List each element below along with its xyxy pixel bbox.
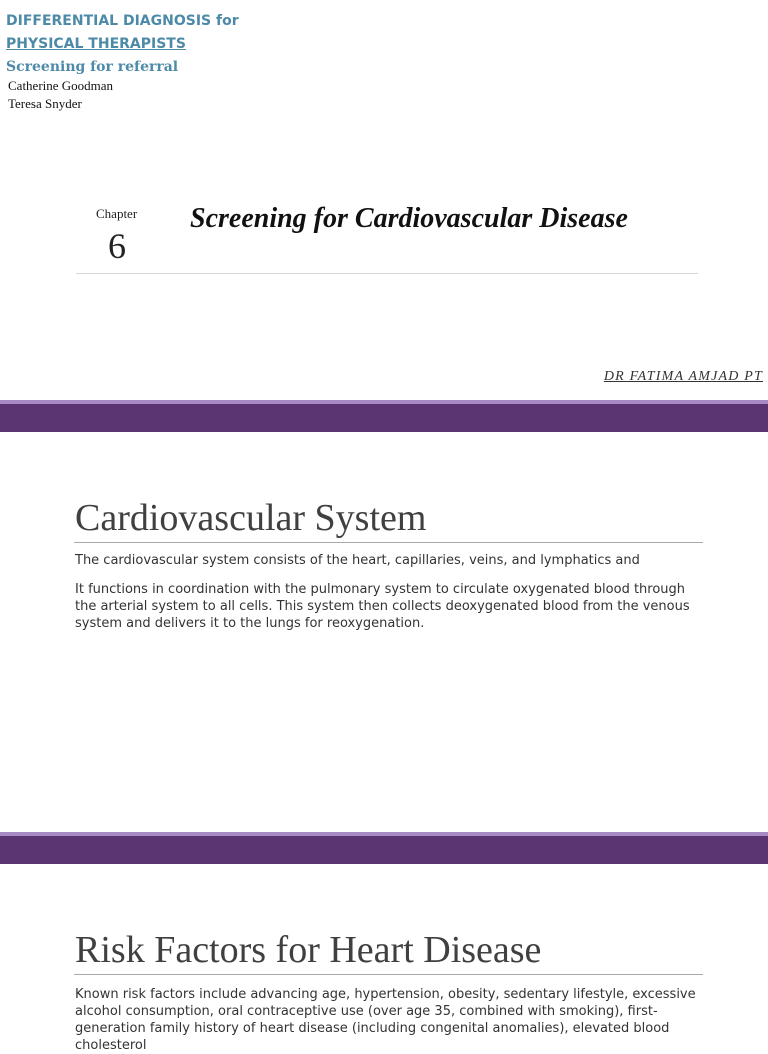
book-title-line-1: DIFFERENTIAL DIAGNOSIS for	[6, 13, 239, 29]
slide-title: Cardiovascular System	[75, 497, 427, 539]
author-name: Teresa Snyder	[8, 96, 82, 111]
slide-title: Risk Factors for Heart Disease	[75, 929, 542, 971]
chapter-title: Screening for Cardiovascular Disease	[190, 203, 628, 234]
cardiovascular-system-slide	[0, 432, 768, 832]
slide-separator-band	[0, 400, 768, 432]
chapter-divider	[76, 273, 698, 274]
book-subtitle: Screening for referral	[6, 59, 179, 75]
body-paragraph: Known risk factors include advancing age, hypertension, obesity, sedentary lifestyle, excessive alcohol consumption, oral contraceptive use (over age 35, combined with smoking), first-generation family history of heart disease (including congenital anomalies), elevated blood cholesterol	[75, 987, 696, 1053]
author-name: Catherine Goodman	[8, 78, 114, 93]
chapter-label: Chapter	[96, 206, 138, 221]
presenter-signature: DR FATIMA AMJAD PT	[603, 369, 763, 384]
title-underline	[74, 974, 703, 975]
book-title-line-2[interactable]: PHYSICAL THERAPISTS	[6, 36, 186, 52]
risk-factors-slide	[0, 864, 768, 1053]
body-paragraph: The cardiovascular system consists of the heart, capillaries, veins, and lymphatics and	[75, 553, 640, 568]
body-paragraph: It functions in coordination with the pulmonary system to circulate oxygenated blood through the arterial system to all cells. This system then collects deoxygenated blood from the venous system and delivers it to the lungs for reoxygenation.	[75, 582, 690, 631]
title-underline	[74, 542, 703, 543]
chapter-number: 6	[108, 226, 126, 266]
cover-slide	[0, 0, 768, 400]
slide-separator-band	[0, 832, 768, 864]
